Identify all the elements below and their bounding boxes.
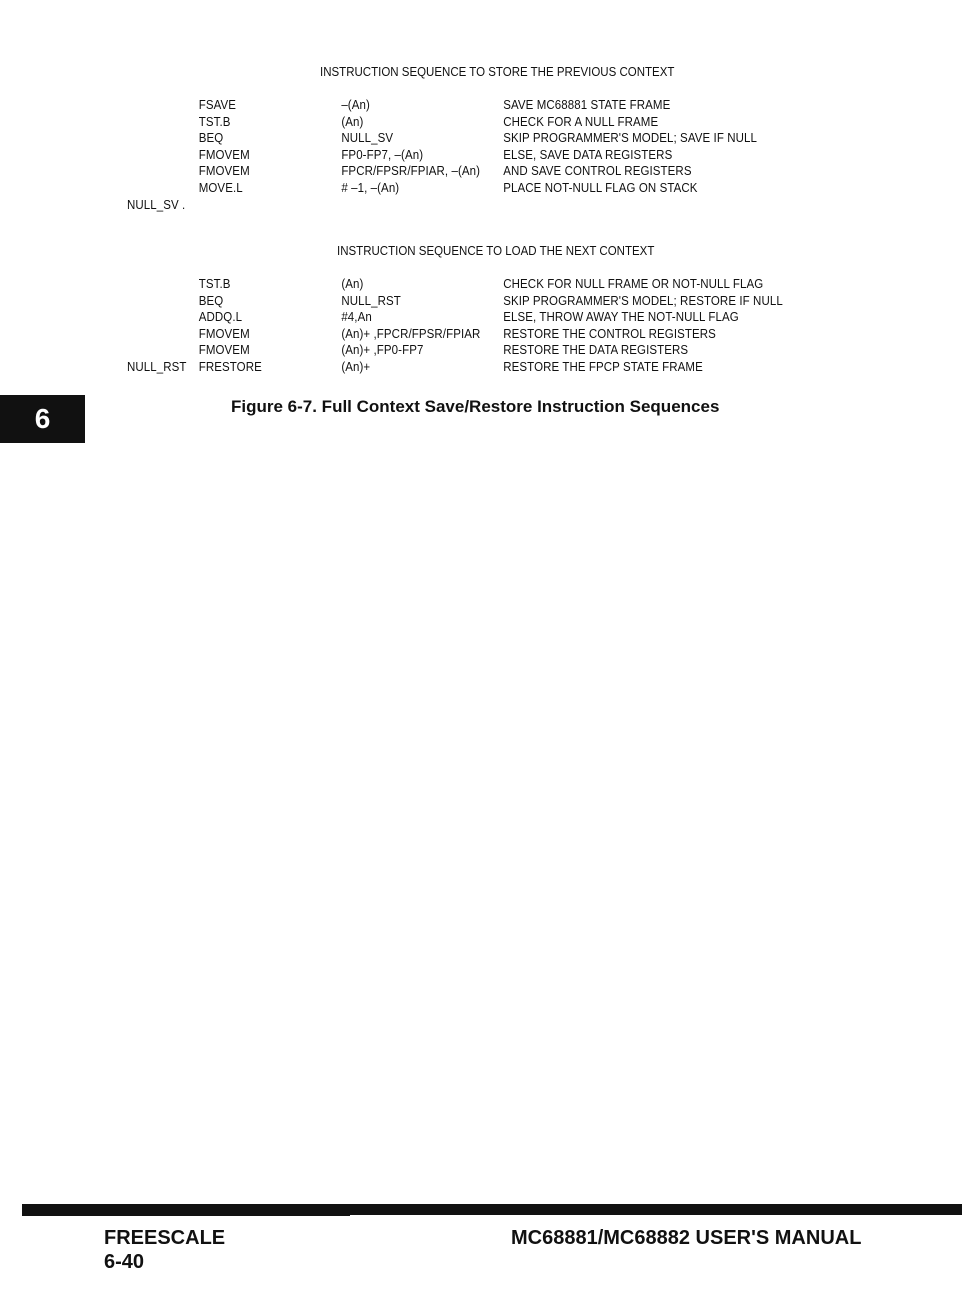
code-opcode: BEQ [198, 293, 224, 308]
code-comment: SKIP PROGRAMMER'S MODEL; RESTORE IF NULL [503, 293, 783, 308]
code-comment: RESTORE THE CONTROL REGISTERS [503, 326, 716, 341]
code-opcode: FMOVEM [198, 164, 250, 179]
footer-publisher: FREESCALE [104, 1227, 226, 1249]
code-label: NULL_SV . [126, 197, 186, 212]
code-line [0, 309, 902, 326]
figure-caption: Figure 6-7. Full Context Save/Restore Instruction Sequences [231, 397, 720, 416]
code-comment: RESTORE THE DATA REGISTERS [503, 343, 689, 358]
store-sequence-listing [0, 97, 902, 213]
code-operand: FP0-FP7, –(An) [341, 147, 424, 162]
code-line [0, 326, 902, 343]
chapter-tab: 6 [0, 395, 85, 443]
code-opcode: FSAVE [198, 98, 237, 112]
code-opcode: FMOVEM [198, 343, 250, 358]
code-line [0, 180, 902, 197]
code-line [0, 114, 902, 131]
code-opcode: FRESTORE [198, 359, 262, 374]
code-operand: (An)+ ,FPCR/FPSR/FPIAR [341, 326, 481, 341]
code-operand: (An) [341, 277, 364, 291]
code-operand: FPCR/FPSR/FPIAR, –(An) [341, 164, 481, 179]
code-line [0, 97, 902, 114]
code-comment: CHECK FOR A NULL FRAME [503, 114, 659, 129]
code-line [0, 197, 902, 214]
footer-rule-notch [350, 1215, 962, 1217]
code-opcode: FMOVEM [198, 147, 250, 162]
code-line [0, 342, 902, 359]
footer-manual-title: MC68881/MC68882 USER'S MANUAL [511, 1227, 862, 1249]
code-opcode: FMOVEM [198, 326, 250, 341]
code-opcode: MOVE.L [198, 180, 243, 195]
code-operand: –(An) [341, 98, 370, 112]
footer-page-number: 6-40 [104, 1251, 145, 1273]
code-line [0, 147, 902, 164]
footer-left [104, 1226, 225, 1274]
code-operand: NULL_RST [341, 293, 401, 308]
code-line [0, 293, 902, 310]
code-comment: SAVE MC68881 STATE FRAME [503, 98, 671, 112]
code-comment: ELSE, THROW AWAY THE NOT-NULL FLAG [503, 310, 739, 325]
code-line [0, 359, 902, 376]
code-line [0, 130, 902, 147]
code-operand: (An) [341, 114, 364, 129]
code-operand: (An)+ [341, 359, 371, 374]
code-opcode: TST.B [198, 277, 231, 291]
code-operand: # –1, –(An) [341, 180, 400, 195]
code-opcode: ADDQ.L [198, 310, 243, 325]
code-comment: CHECK FOR NULL FRAME OR NOT-NULL FLAG [503, 277, 764, 291]
code-label: NULL_RST [126, 359, 187, 374]
code-comment: SKIP PROGRAMMER'S MODEL; SAVE IF NULL [503, 131, 758, 146]
code-line [0, 163, 902, 180]
code-line [0, 276, 902, 293]
code-opcode: BEQ [198, 131, 224, 146]
code-operand: #4,An [341, 310, 372, 325]
store-sequence-heading: INSTRUCTION SEQUENCE TO STORE THE PREVIOUS CONTEXT [320, 65, 675, 79]
code-comment: ELSE, SAVE DATA REGISTERS [503, 147, 673, 162]
load-sequence-listing [0, 276, 902, 376]
code-operand: NULL_SV [341, 131, 394, 146]
load-sequence-heading: INSTRUCTION SEQUENCE TO LOAD THE NEXT CONTEXT [337, 244, 655, 258]
code-opcode: TST.B [198, 114, 231, 129]
code-comment: RESTORE THE FPCP STATE FRAME [503, 359, 703, 374]
code-operand: (An)+ ,FP0-FP7 [341, 343, 424, 358]
code-comment: AND SAVE CONTROL REGISTERS [503, 164, 692, 179]
code-comment: PLACE NOT-NULL FLAG ON STACK [503, 180, 698, 195]
